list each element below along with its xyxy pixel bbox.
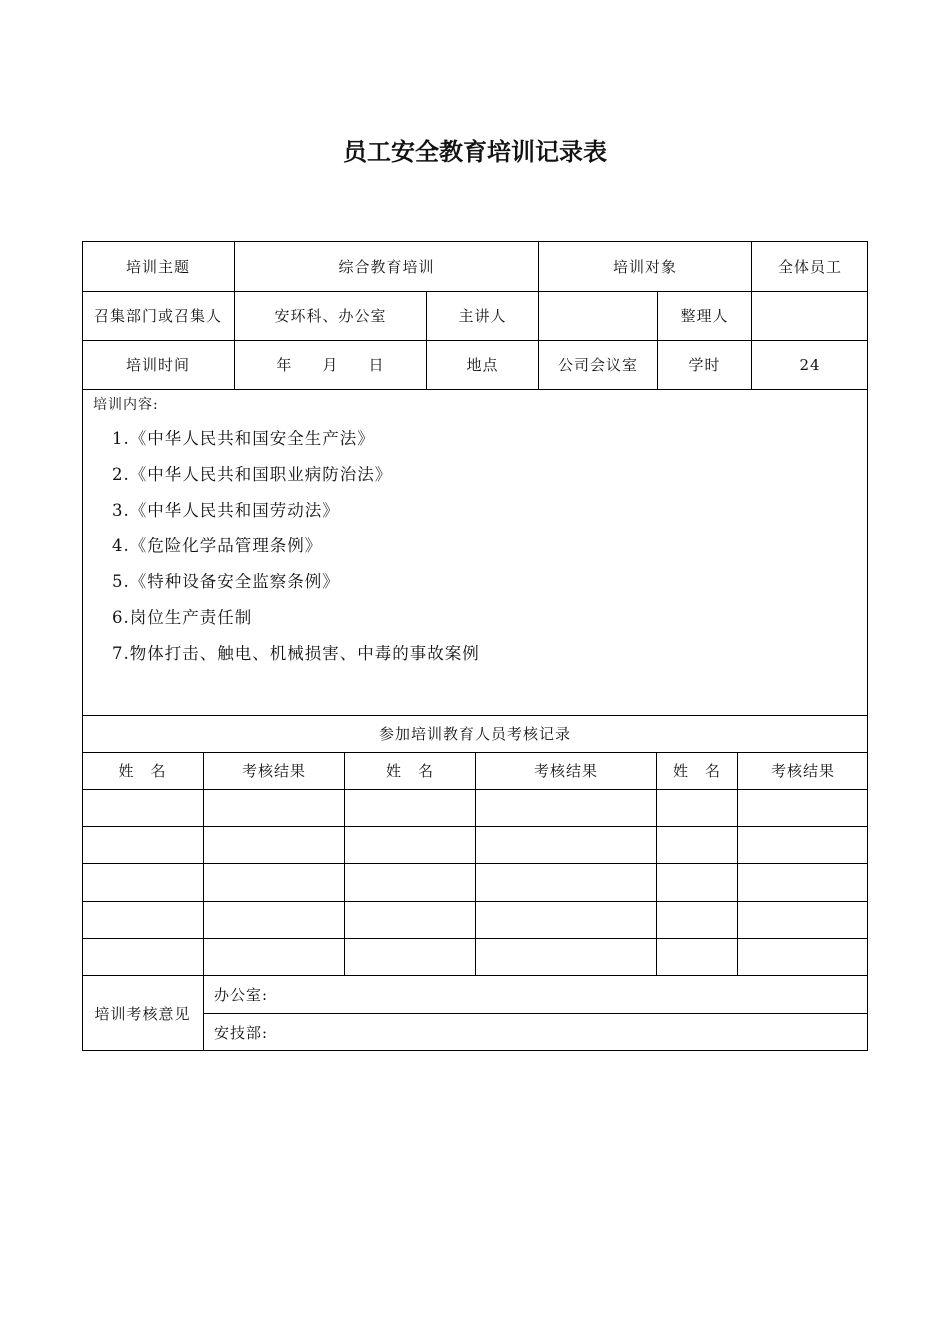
target-label: 培训对象: [612, 257, 677, 276]
list-item: 4.《危险化学品管理条例》: [112, 536, 323, 556]
result-column-header: 考核结果: [533, 762, 598, 780]
result-column-header: 考核结果: [770, 762, 835, 780]
list-item: 3.《中华人民共和国劳动法》: [112, 500, 340, 520]
speaker-label: 主讲人: [458, 307, 507, 325]
list-item: 2.《中华人民共和国职业病防治法》: [112, 464, 393, 484]
list-item: 5.《特种设备安全监察条例》: [112, 572, 340, 592]
target-value: 全体员工: [777, 257, 842, 276]
year-label: 年: [276, 356, 293, 374]
content-list: [112, 426, 480, 677]
time-value[interactable]: [235, 340, 426, 389]
safety-dept-opinion[interactable]: 安技部:: [214, 1024, 269, 1042]
place-value: 公司会议室: [557, 356, 638, 374]
list-item: 6.岗位生产责任制: [112, 607, 253, 627]
hours-label: 学时: [688, 356, 721, 374]
month-label: 月: [322, 356, 339, 374]
content-label: 培训内容:: [93, 397, 159, 413]
hours-value: 24: [799, 355, 821, 374]
list-item: 1.《中华人民共和国安全生产法》: [112, 429, 375, 448]
page-title: 员工安全教育培训记录表: [343, 138, 607, 166]
dept-label: 召集部门或召集人: [93, 307, 222, 325]
name-column-header: 姓 名: [118, 762, 167, 780]
organizer-value[interactable]: [752, 291, 868, 340]
speaker-value[interactable]: [539, 291, 657, 340]
name-column-header: 姓 名: [672, 762, 721, 780]
topic-label: 培训主题: [125, 257, 190, 276]
office-opinion[interactable]: 办公室:: [214, 986, 269, 1004]
assessment-header: 参加培训教育人员考核记录: [378, 725, 571, 743]
name-column-header: 姓 名: [385, 762, 434, 780]
time-label: 培训时间: [125, 356, 190, 374]
day-label: 日: [368, 356, 385, 374]
dept-value: 安环科、办公室: [274, 307, 387, 325]
organizer-label: 整理人: [680, 307, 729, 325]
list-item: 7.物体打击、触电、机械损害、中毒的事故案例: [112, 643, 480, 663]
result-column-header: 考核结果: [241, 762, 306, 780]
opinion-label: 培训考核意见: [94, 1005, 191, 1023]
place-label: 地点: [466, 356, 499, 374]
topic-value: 综合教育培训: [338, 257, 435, 276]
